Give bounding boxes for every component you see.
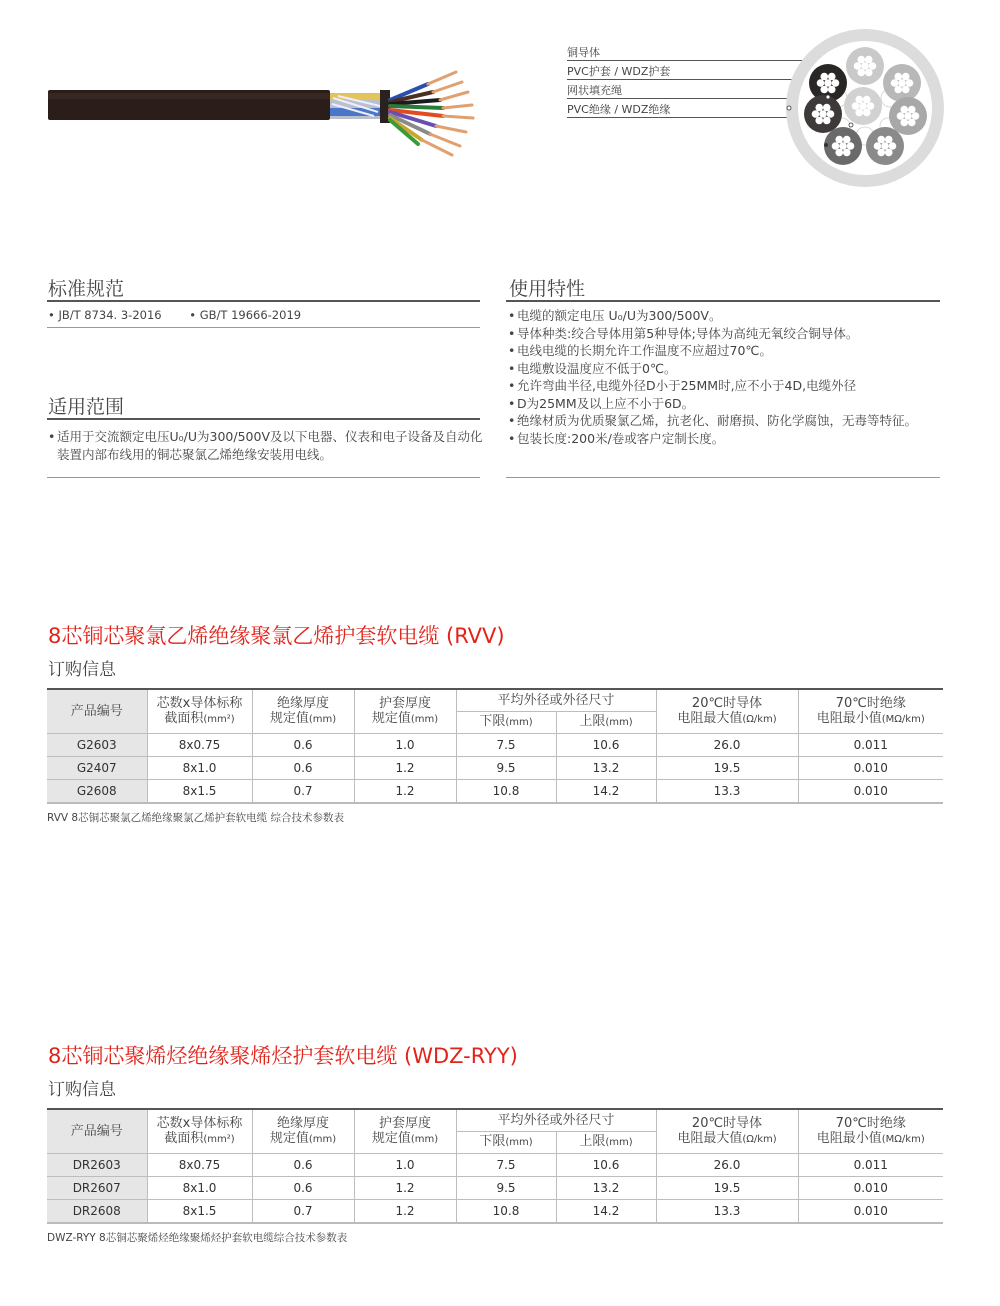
- copper-strand: [835, 149, 843, 157]
- cable-cross-section: [780, 28, 950, 196]
- copper-strand: [839, 142, 847, 150]
- feature-item: • 电线电缆的长期允许工作温度不应超过70℃。: [508, 342, 940, 360]
- copper-strand: [885, 149, 893, 157]
- copper-strand: [835, 136, 843, 144]
- copper-strand: [869, 62, 877, 70]
- cell: 26.0: [656, 1153, 798, 1176]
- copper-strand: [828, 86, 836, 94]
- cell-code: DR2607: [47, 1176, 147, 1199]
- legend-filler: 网状填充绳: [567, 84, 622, 97]
- copper-strand: [820, 73, 828, 81]
- cell: 8x1.0: [147, 756, 252, 779]
- legend-insulation: PVC绝缘 / WDZ绝缘: [567, 103, 671, 116]
- cell-code: DR2603: [47, 1153, 147, 1176]
- copper-strand: [889, 142, 897, 150]
- copper-strand: [902, 86, 910, 94]
- header-outer-diameter: 平均外径或外径尺寸: [456, 689, 656, 711]
- copper-strand: [843, 149, 851, 157]
- copper-strand: [891, 79, 899, 87]
- cell: 10.8: [456, 1199, 556, 1223]
- cell: 0.6: [252, 1176, 354, 1199]
- copper-strand: [894, 73, 902, 81]
- copper-strand: [852, 102, 860, 110]
- scope-item: • 适用于交流额定电压U₀/U为300/500V及以下电器、仪表和电子设备及自动化装置内部布线用的铜芯聚氯乙烯绝缘安装用电线。: [48, 428, 483, 463]
- feature-item: • 导体种类:绞合导体用第5种导体;导体为高纯无氧绞合铜导体。: [508, 325, 940, 343]
- section-rule: [47, 418, 480, 420]
- cell-code: G2608: [47, 779, 147, 803]
- standard-item: • JB/T 8734. 3-2016: [48, 308, 162, 322]
- copper-strand: [904, 112, 912, 120]
- cell: 10.8: [456, 779, 556, 803]
- header-resistance-20: 20℃时导体 电阻最大值(Ω/km): [656, 1109, 798, 1153]
- copper-strand: [815, 104, 823, 112]
- standards-title: 标准规范: [48, 278, 125, 300]
- copper-strand: [881, 142, 889, 150]
- product-title-wdz-ryy: 8芯铜芯聚烯烃绝缘聚烯烃护套软电缆 (WDZ-RYY): [48, 1044, 518, 1068]
- header-outer-diameter: 平均外径或外径尺寸: [456, 1109, 656, 1131]
- cell: 14.2: [556, 1199, 656, 1223]
- copper-strand: [906, 79, 914, 87]
- header-code: 产品编号: [47, 1109, 147, 1153]
- header-od-low: 下限(mm): [456, 711, 556, 733]
- header-insulation: 绝缘厚度 规定值(mm): [252, 689, 354, 733]
- cell: 0.010: [798, 1176, 943, 1199]
- copper-strand: [885, 136, 893, 144]
- cell: 0.7: [252, 779, 354, 803]
- copper-strand: [859, 102, 867, 110]
- copper-strand: [877, 149, 885, 157]
- copper-strand: [874, 142, 882, 150]
- copper-strand: [812, 110, 820, 118]
- table-row: [47, 1199, 943, 1223]
- copper-strand: [857, 56, 865, 64]
- section-rule: [47, 477, 480, 478]
- feature-item: • D为25MM及以上应不小于6D。: [508, 395, 940, 413]
- copper-strand: [877, 136, 885, 144]
- legend-copper-conductor: 铜导体: [567, 46, 600, 59]
- order-info-title: 订购信息: [48, 1080, 116, 1100]
- copper-strand: [908, 119, 916, 127]
- feature-item: • 包装长度:200米/卷或客户定制长度。: [508, 430, 940, 448]
- table-row: [47, 779, 943, 803]
- product-title-rvv: 8芯铜芯聚氯乙烯绝缘聚氯乙烯护套软电缆 (RVV): [48, 624, 505, 648]
- copper-strand: [894, 86, 902, 94]
- copper-strand: [827, 110, 835, 118]
- legend-sheath: PVC护套 / WDZ护套: [567, 65, 671, 78]
- cell: 1.2: [354, 1176, 456, 1199]
- standard-item: • GB/T 19666-2019: [189, 308, 302, 322]
- copper-strand: [897, 112, 905, 120]
- cell: 0.6: [252, 733, 354, 756]
- cell: 14.2: [556, 779, 656, 803]
- cell: 1.2: [354, 756, 456, 779]
- header-sheath: 护套厚度 规定值(mm): [354, 1109, 456, 1153]
- copper-strand: [832, 79, 840, 87]
- cell: 1.2: [354, 1199, 456, 1223]
- copper-strand: [820, 86, 828, 94]
- table-row: [47, 1153, 943, 1176]
- cell: 19.5: [656, 756, 798, 779]
- copper-strand: [819, 110, 827, 118]
- header-sheath: 护套厚度 规定值(mm): [354, 689, 456, 733]
- cell-code: G2603: [47, 733, 147, 756]
- header-od-low: 下限(mm): [456, 1131, 556, 1153]
- feature-item: • 电缆敷设温度应不低于0℃。: [508, 360, 940, 378]
- copper-strand: [900, 106, 908, 114]
- copper-strand: [815, 117, 823, 125]
- copper-strand: [855, 109, 863, 117]
- copper-strand: [828, 73, 836, 81]
- features-title: 使用特性: [509, 278, 586, 300]
- scope-title: 适用范围: [48, 396, 125, 418]
- header-code: 产品编号: [47, 689, 147, 733]
- cell: 10.6: [556, 1153, 656, 1176]
- copper-strand: [861, 62, 869, 70]
- spec-table-rvv: [47, 688, 943, 804]
- cell: 7.5: [456, 733, 556, 756]
- header-cores: 芯数x导体标称 截面积(mm²): [147, 689, 252, 733]
- copper-strand: [847, 142, 855, 150]
- table-caption-wdz-ryy: DWZ-RYY 8芯铜芯聚烯烃绝缘聚烯烃护套软电缆综合技术参数表: [47, 1232, 348, 1244]
- order-info-title: 订购信息: [48, 660, 116, 680]
- header-resistance-20: 20℃时导体 电阻最大值(Ω/km): [656, 689, 798, 733]
- cell: 0.011: [798, 733, 943, 756]
- cell: 19.5: [656, 1176, 798, 1199]
- copper-strand: [857, 69, 865, 77]
- copper-strand: [817, 79, 825, 87]
- scope-list: [48, 428, 483, 463]
- feature-item: • 绝缘材质为优质聚氯乙烯，抗老化、耐磨损、防化学腐蚀，无毒等特征。: [508, 412, 940, 430]
- cell: 0.011: [798, 1153, 943, 1176]
- header-od-high: 上限(mm): [556, 711, 656, 733]
- cell: 1.2: [354, 779, 456, 803]
- features-list: [508, 307, 940, 447]
- section-rule: [47, 327, 480, 328]
- cell: 0.7: [252, 1199, 354, 1223]
- cell-code: DR2608: [47, 1199, 147, 1223]
- cell: 13.2: [556, 756, 656, 779]
- cable-photo: [48, 60, 498, 160]
- cell: 8x1.5: [147, 1199, 252, 1223]
- cell: 0.6: [252, 756, 354, 779]
- copper-strand: [824, 79, 832, 87]
- cell: 8x1.5: [147, 779, 252, 803]
- cell: 7.5: [456, 1153, 556, 1176]
- copper-strand: [867, 102, 875, 110]
- section-rule: [47, 300, 480, 302]
- cell: 8x0.75: [147, 733, 252, 756]
- copper-strand: [865, 56, 873, 64]
- header-cores: 芯数x导体标称 截面积(mm²): [147, 1109, 252, 1153]
- spec-table-wdz-ryy: [47, 1108, 943, 1224]
- cell: 8x0.75: [147, 1153, 252, 1176]
- cell: 0.6: [252, 1153, 354, 1176]
- copper-strand: [912, 112, 920, 120]
- copper-strand: [823, 104, 831, 112]
- copper-strand: [863, 96, 871, 104]
- cell: 9.5: [456, 1176, 556, 1199]
- section-rule: [506, 300, 940, 302]
- cell-code: G2407: [47, 756, 147, 779]
- copper-strand: [863, 109, 871, 117]
- table-row: [47, 1176, 943, 1199]
- copper-strand: [823, 117, 831, 125]
- copper-strand: [900, 119, 908, 127]
- header-resistance-70: 70℃时绝缘 电阻最小值(MΩ/km): [798, 1109, 943, 1153]
- copper-strand: [898, 79, 906, 87]
- table-caption-rvv: RVV 8芯铜芯聚氯乙烯绝缘聚氯乙烯护套软电缆 综合技术参数表: [47, 812, 344, 824]
- copper-strand: [832, 142, 840, 150]
- cell: 0.010: [798, 1199, 943, 1223]
- header-insulation: 绝缘厚度 规定值(mm): [252, 1109, 354, 1153]
- cell: 13.2: [556, 1176, 656, 1199]
- section-rule: [506, 477, 940, 478]
- cell: 26.0: [656, 733, 798, 756]
- copper-strand: [854, 62, 862, 70]
- cell: 1.0: [354, 733, 456, 756]
- cell: 1.0: [354, 1153, 456, 1176]
- copper-strand: [902, 73, 910, 81]
- copper-strand: [855, 96, 863, 104]
- cell: 13.3: [656, 779, 798, 803]
- copper-strand: [843, 136, 851, 144]
- cell: 0.010: [798, 779, 943, 803]
- cell: 10.6: [556, 733, 656, 756]
- table-row: [47, 733, 943, 756]
- table-row: [47, 756, 943, 779]
- cell: 0.010: [798, 756, 943, 779]
- header-od-high: 上限(mm): [556, 1131, 656, 1153]
- feature-item: • 电缆的额定电压 U₀/U为300/500V。: [508, 307, 940, 325]
- feature-item: • 允许弯曲半径,电缆外径D小于25MM时,应不小于4D,电缆外径: [508, 377, 940, 395]
- copper-strand: [908, 106, 916, 114]
- cell: 13.3: [656, 1199, 798, 1223]
- cell: 8x1.0: [147, 1176, 252, 1199]
- cell: 9.5: [456, 756, 556, 779]
- copper-strand: [865, 69, 873, 77]
- header-resistance-70: 70℃时绝缘 电阻最小值(MΩ/km): [798, 689, 943, 733]
- legend-line: [567, 79, 792, 80]
- standards-list: [48, 307, 325, 325]
